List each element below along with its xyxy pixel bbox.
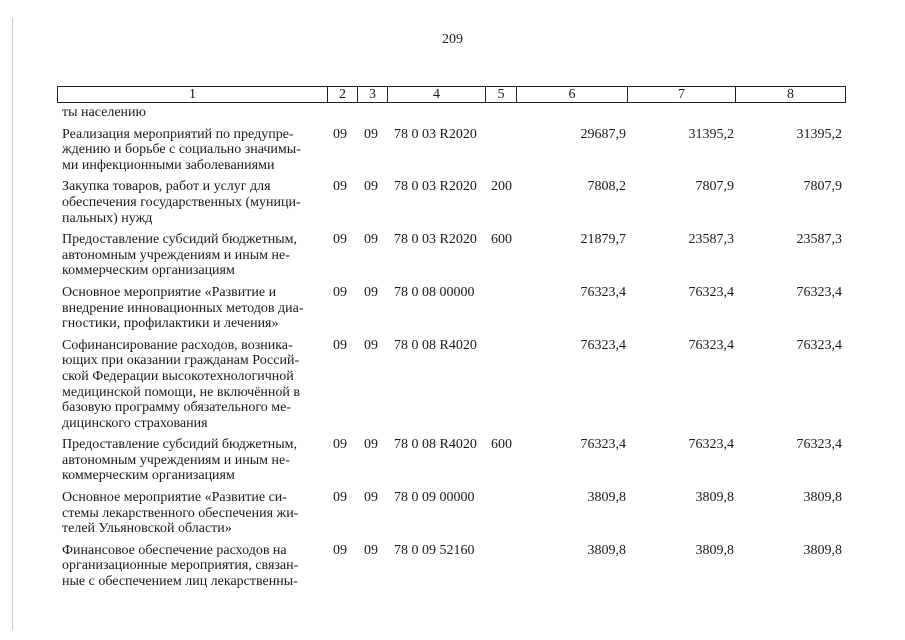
cell-c4: 78 0 08 R4020: [394, 337, 477, 353]
cell-c3: 09: [364, 126, 378, 142]
header-col-5: 5: [486, 87, 517, 102]
cell-c6: 76323,4: [580, 437, 626, 453]
cell-c6: 76323,4: [580, 284, 626, 300]
cell-c2: 09: [333, 337, 347, 353]
cell-c2: 09: [333, 542, 347, 558]
cell-c5: 600: [491, 437, 512, 453]
row-description: Основное мероприятие «Развитие и внедрение инновационных методов диа- гностики, профилактики и лечения»: [62, 284, 304, 332]
header-col-8: 8: [787, 87, 794, 102]
cell-c6: 3809,8: [587, 542, 626, 558]
row-description: Предоставление субсидий бюджетным, автономным учреждениям и иным не- коммерческим организациям: [62, 437, 298, 484]
cell-c4: 78 0 09 52160: [394, 542, 475, 558]
table-row: [62, 543, 846, 590]
table-row: [62, 179, 846, 226]
row-description: Предоставление субсидий бюджетным, автономным учреждениям и иным не- коммерческим организациям: [62, 232, 298, 279]
cell-c7: 3809,8: [695, 490, 734, 506]
header-col-1: 1: [58, 87, 328, 102]
cell-c6: 3809,8: [587, 490, 626, 506]
cell-c7: 76323,4: [688, 437, 734, 453]
table-row: [62, 285, 846, 332]
cell-c3: 09: [364, 437, 378, 453]
cell-c2: 09: [333, 232, 347, 248]
cell-c8: 23587,3: [796, 232, 842, 248]
cell-c2: 09: [333, 490, 347, 506]
cell-c2: 09: [333, 179, 347, 195]
header-col-7: 7: [628, 87, 736, 102]
cell-c7: 7807,9: [695, 179, 734, 195]
row-description: Финансовое обеспечение расходов на организационные мероприятия, связан- ные с обеспечением лиц лекарственны-: [62, 542, 299, 590]
header-col-4: 4: [388, 87, 486, 102]
cell-c6: 7808,2: [587, 179, 626, 195]
cell-c3: 09: [364, 542, 378, 558]
cell-c8: 31395,2: [796, 126, 842, 142]
cell-c7: 76323,4: [688, 284, 734, 300]
table-rows: [62, 127, 846, 590]
table-body: [62, 105, 846, 590]
cell-c8: 3809,8: [803, 542, 842, 558]
cell-c2: 09: [333, 126, 347, 142]
header-col-6: 6: [517, 87, 628, 102]
cell-c6: 76323,4: [580, 337, 626, 353]
cell-c4: 78 0 03 R2020: [394, 179, 477, 195]
continuation-row: [62, 105, 846, 121]
table-row: [62, 338, 846, 432]
cell-c3: 09: [364, 284, 378, 300]
cell-c4: 78 0 03 R2020: [394, 126, 477, 142]
cell-c5: 200: [491, 179, 512, 195]
continuation-text: ты населению: [62, 105, 146, 120]
cell-c8: 76323,4: [796, 437, 842, 453]
cell-c3: 09: [364, 179, 378, 195]
cell-c2: 09: [333, 284, 347, 300]
cell-c4: 78 0 03 R2020: [394, 232, 477, 248]
cell-c4: 78 0 08 R4020: [394, 437, 477, 453]
cell-c2: 09: [333, 437, 347, 453]
cell-c8: 76323,4: [796, 284, 842, 300]
cell-c3: 09: [364, 337, 378, 353]
cell-c4: 78 0 09 00000: [394, 490, 475, 506]
scan-edge-line: [12, 18, 13, 630]
row-description: Закупка товаров, работ и услуг для обеспечения государственных (муници- пальных) нужд: [62, 179, 301, 226]
table-row: [62, 437, 846, 484]
table-row: [62, 127, 846, 174]
cell-c7: 31395,2: [688, 126, 734, 142]
cell-c5: 600: [491, 232, 512, 248]
cell-c6: 29687,9: [580, 126, 626, 142]
cell-c4: 78 0 08 00000: [394, 284, 475, 300]
row-description: Софинансирование расходов, возника- ющих при оказании гражданам Россий- ской Федерации высокотехнологичной медицинской помощи, не включённой в базовую программу обязательного ме- дицинского страхования: [62, 337, 301, 431]
cell-c7: 76323,4: [688, 337, 734, 353]
cell-c8: 76323,4: [796, 337, 842, 353]
cell-c3: 09: [364, 490, 378, 506]
page-number: 209: [442, 32, 463, 47]
row-description: Основное мероприятие «Развитие си- стемы лекарственного обеспечения жи- телей Ульяновской области»: [62, 490, 299, 537]
cell-c7: 23587,3: [688, 232, 734, 248]
cell-c7: 3809,8: [695, 542, 734, 558]
header-col-2: 2: [328, 87, 358, 102]
row-description: Реализация мероприятий по предупре- ждению и борьбе с социально значимы- ми инфекционными заболеваниями: [62, 126, 301, 173]
cell-c8: 7807,9: [803, 179, 842, 195]
table-row: [62, 232, 846, 279]
cell-c8: 3809,8: [803, 490, 842, 506]
header-col-3: 3: [358, 87, 388, 102]
cell-c3: 09: [364, 232, 378, 248]
cell-c6: 21879,7: [580, 232, 626, 248]
table-row: [62, 490, 846, 537]
table-header: [57, 86, 846, 103]
